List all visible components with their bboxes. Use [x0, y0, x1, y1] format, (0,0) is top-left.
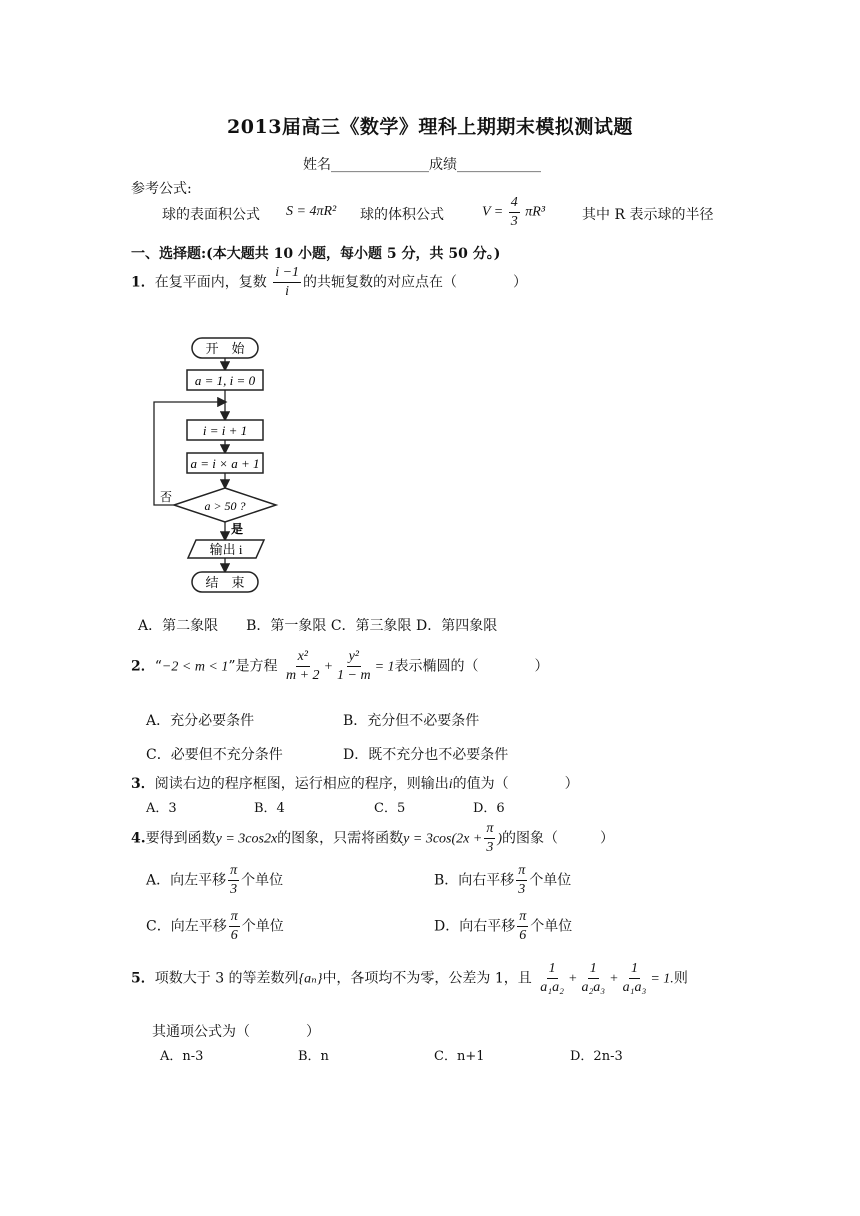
q2-fraction-y [335, 648, 373, 685]
q1-frac-num: i −1 [273, 264, 301, 283]
q5-t2-num: 1 [588, 960, 599, 979]
q2-option-a: A．充分必要条件 [146, 713, 255, 729]
score-blank[interactable]: ____________ [457, 157, 541, 173]
flow-step1-text: i = i + 1 [202, 423, 248, 438]
q1-frac-den: i [285, 284, 290, 299]
q1-options: A．第二象限 B．第一象限 C．第三象限 D．第四象限 [138, 618, 498, 634]
flow-no-label: 否 [160, 490, 173, 504]
q4-option-b [434, 862, 571, 899]
q5-t3-den: a₁a₃ [622, 980, 647, 995]
q4-a-den: 3 [230, 882, 238, 897]
q1-fraction [273, 264, 301, 301]
q4-function2-fraction [484, 820, 495, 857]
q5-mid: 中，各项均不为零，公差为 1，且 [322, 970, 532, 987]
question-2: 2．“−2 < m < 1”是方程 $\frac{\text{x²}}{m + 2}$ + $\frac{\text{y²}}{1 - m}$ = 1表示椭圆的（ ） [131, 649, 549, 683]
q5-pre: 项数大于 3 的等差数列 [154, 970, 299, 987]
q2-eq: = 1 [374, 659, 395, 675]
q5-number: 5 [131, 970, 141, 987]
volume-num: 4 [509, 194, 520, 213]
section-heading: 一、选择题:(本大题共 10 小题，每小题 5 分，共 50 分。) [131, 246, 501, 262]
flow-decision-text: a > 50 ? [204, 499, 246, 513]
q1-post: 的共轭复数的对应点在（ ） [303, 274, 528, 291]
q2-plus: + [323, 659, 334, 675]
program-flowchart [140, 330, 300, 600]
q4-b-pre: B．向右平移 [434, 872, 515, 889]
q5-line2: 其通项公式为（ ） [152, 1024, 320, 1040]
name-score-line [303, 154, 541, 174]
q4-d-unit: 个单位 [530, 918, 573, 935]
volume-rhs: πR³ [525, 204, 546, 220]
question-4 [131, 820, 614, 857]
q2-option-c: C．必要但不充分条件 [146, 747, 283, 763]
surface-area-formula: S = 4πR² [286, 204, 337, 219]
q2-condition: −2 < m < 1 [161, 659, 229, 675]
name-label: 姓名 [303, 157, 331, 173]
q5-option-a: A．n-3 [160, 1049, 204, 1064]
q4-option-a [146, 862, 283, 899]
flow-init-text: a = 1, i = 0 [194, 373, 256, 388]
flow-start-text: 开 始 [205, 341, 245, 356]
volume-label: 球的体积公式 [360, 207, 444, 223]
q4-b-fraction [516, 862, 527, 899]
q2-f2-num: y² [347, 648, 361, 667]
q5-t1-num: 1 [547, 960, 558, 979]
q2-option-b: B．充分但不必要条件 [343, 713, 480, 729]
q5-term3 [621, 960, 649, 997]
q5-sequence: {aₙ} [298, 971, 323, 987]
q4-option-c [146, 908, 284, 945]
q3-option-c: C．5 [374, 801, 406, 816]
q4-a-unit: 个单位 [241, 872, 284, 889]
q4-d-num: π [517, 908, 528, 927]
radius-note: 其中 R 表示球的半径 [582, 207, 714, 223]
q5-post: 则 [673, 970, 688, 987]
q4-mid: 的图象，只需将函数 [277, 830, 404, 847]
q4-post: 的图象（ ） [502, 830, 615, 847]
question-1: 1．在复平面内，复数 $\frac{i -1}{i}$ 的共轭复数的对应点在（ ） [131, 265, 528, 299]
volume-formula [482, 194, 545, 231]
q4-c-fraction [229, 908, 240, 945]
q5-t2-den: a₂a₃ [581, 980, 606, 995]
q4-b-num: π [516, 862, 527, 881]
surface-area-label: 球的表面积公式 [162, 207, 260, 223]
q4-c-den: 6 [230, 928, 238, 943]
q5-plus1: + [567, 971, 578, 987]
q4-f2-den: 3 [486, 840, 494, 855]
q5-option-c: C．n+1 [434, 1049, 485, 1064]
q5-term2 [579, 960, 607, 997]
q4-b-den: 3 [518, 882, 526, 897]
q3-option-d: D．6 [473, 801, 505, 816]
q2-pre: “ [154, 658, 162, 675]
page-title: 2013届高三《数学》理科上期期末模拟测试题 [227, 116, 633, 138]
name-blank[interactable]: ______________ [331, 157, 429, 173]
flow-end-text: 结 束 [205, 575, 245, 590]
q4-function2-post: ) [497, 831, 503, 847]
q3-number: 3 [131, 776, 141, 792]
q5-plus2: + [609, 971, 619, 987]
q5-option-b: B．n [298, 1049, 329, 1064]
q2-number: 2 [131, 658, 141, 675]
q4-a-pre: A．向左平移 [146, 872, 227, 889]
q5-t1-den: a₁a₂ [540, 980, 564, 995]
q5-eq: = 1. [650, 971, 674, 987]
q4-d-pre: D．向右平移 [434, 918, 516, 935]
q2-mid: ”是方程 [228, 658, 278, 675]
q4-number: 4. [131, 830, 146, 847]
q4-f2-num: π [484, 820, 495, 839]
q5-t3-num: 1 [629, 960, 640, 979]
q4-c-unit: 个单位 [241, 918, 284, 935]
q2-post: 表示椭圆的（ ） [394, 658, 549, 675]
q4-function2-pre: y = 3cos(2x + [403, 831, 483, 847]
volume-den: 3 [510, 214, 518, 229]
question-5: 5．项数大于 3 的等差数列{aₙ}中，各项均不为零，公差为 1，且 $\frac{1}{\text{a₁a₂}}$ + $\frac{1}{\text{a₂a₃}}$ + $\frac{1}{\text{a₁a₃}}$ = 1.则 [131, 961, 688, 995]
q1-pre: 在复平面内，复数 [154, 274, 267, 291]
q5-option-d: D．2n-3 [570, 1049, 623, 1064]
reference-label: 参考公式: [131, 181, 192, 197]
score-label: 成绩 [429, 157, 457, 173]
volume-fraction [509, 194, 520, 231]
q4-a-fraction [228, 862, 239, 899]
q2-fraction-x [284, 648, 322, 685]
q2-f1-num: x² [296, 648, 310, 667]
q3-post: 的值为（ ） [452, 776, 579, 792]
question-3: 3．阅读右边的程序框图，运行相应的程序，则输出i的值为（ ） [131, 776, 579, 792]
q4-c-pre: C．向左平移 [146, 918, 227, 935]
q4-option-d [434, 908, 572, 945]
q3-var: i [448, 777, 453, 792]
q4-c-num: π [229, 908, 240, 927]
q3-option-a: A．3 [146, 801, 177, 816]
q4-d-fraction [517, 908, 528, 945]
q1-number: 1 [131, 274, 141, 291]
flow-step2-text: a = i × a + 1 [190, 456, 260, 471]
q3-option-b: B．4 [254, 801, 285, 816]
q5-term1 [538, 960, 566, 997]
flow-yes-label: 是 [231, 522, 244, 536]
q4-a-num: π [228, 862, 239, 881]
q4-d-den: 6 [519, 928, 527, 943]
q4-b-unit: 个单位 [529, 872, 572, 889]
q4-pre: 要得到函数 [145, 830, 216, 847]
flow-output-text: 输出 i [209, 542, 243, 557]
q2-option-d: D．既不充分也不必要条件 [343, 747, 509, 763]
q2-f2-den: 1 − m [337, 668, 371, 683]
q2-f1-den: m + 2 [286, 668, 320, 683]
q3-text: 阅读右边的程序框图，运行相应的程序，则输出 [154, 776, 449, 792]
volume-lhs: V = [482, 204, 504, 220]
q4-function1: y = 3cos2x [215, 831, 278, 847]
